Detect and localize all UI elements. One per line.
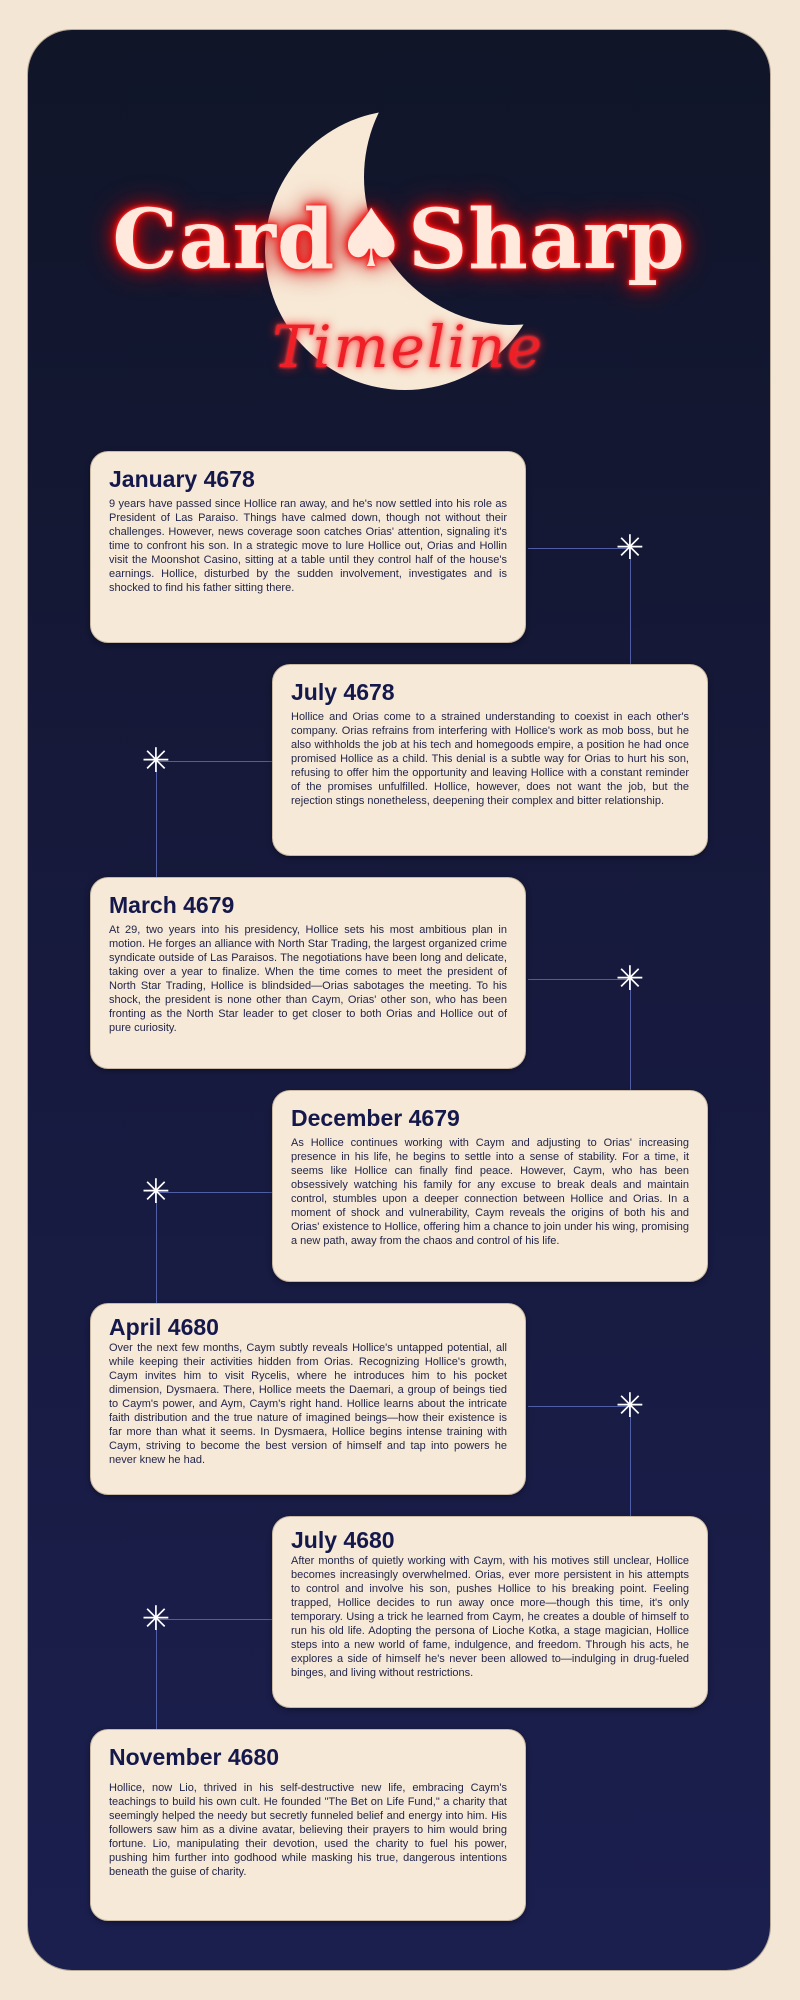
connector-line	[156, 761, 272, 762]
event-date: March 4679	[109, 892, 235, 918]
title-word-sharp: Sharp	[408, 192, 686, 288]
event-description: After months of quietly working with Caym, with his motives still unclear, Hollice becomes increasingly overwhelmed. Orias, ever more persistent in his attempts to control and involve his son, pushes Hollice to his breaking point. Feeling trapped, Hollice decides to run away once more—though this time, it's only temporary. Using a trick he learned from Caym, he creates a double of himself to run his old life. Adopting the persona of Lioche Kotka, a stage magician, Hollice steps into a new world of fame, indulgence, and freedom. Through his acts, he explores a side of himself he's never been allowed to—indulging in drug-fueled binges, and living without restrictions.	[291, 1555, 689, 1680]
star-icon: ✳	[615, 1386, 645, 1426]
timeline-card	[272, 664, 708, 856]
event-date: January 4678	[109, 466, 255, 492]
timeline-card	[272, 1090, 708, 1282]
timeline-card	[90, 1303, 526, 1495]
event-description: Over the next few months, Caym subtly reveals Hollice's untapped potential, all while keeping their activities hidden from Orias. Recognizing Hollice's growth, Caym invites him to visit Rycelis, where he introduces him to his pocket dimension, Dysmaera. There, Hollice meets the Daemari, a group of beings tied to Caym's power, and Aym, Caym's right hand. Hollice learns about the intricate faith distribution and the true nature of imagined beings—how their existence is far more than what it seems. In Dysmaera, Hollice begins intense training with Caym, striving to become the best version of himself and tap into powers he never knew he had.	[109, 1342, 507, 1467]
event-description: At 29, two years into his presidency, Hollice sets his most ambitious plan in motion. He forges an alliance with North Star Trading, the largest organized crime syndicate outside of Las Paraisos. The negotiations have been long and delicate, taking over a year to finalize. When the time comes to meet the president of North Star Trading, Hollice is blindsided—Orias sabotages the meeting. To his shock, the president is none other than Caym, Orias' other son, who has been fronting as the North Star leader to get closer to both Orias and Hollice out of pure curiosity.	[109, 924, 507, 1035]
event-description: As Hollice continues working with Caym and adjusting to Orias' increasing presence in his life, he begins to settle into a sense of stability. For a time, it seems like Hollice can finally find peace. However, Caym, who has been obsessively watching his family for any excuse to break deals and maintain control, stumbles upon a deeper connection between Hollice and Orias. In a moment of shock and vulnerability, Caym reveals the origins of both his and Orias' existence to Hollice, offering him a chance to join under his wing, promising a new path, away from the chaos and control of his life.	[291, 1137, 689, 1248]
event-date: April 4680	[109, 1314, 219, 1340]
star-icon: ✳	[141, 741, 171, 781]
event-date: July 4680	[291, 1527, 395, 1553]
event-date: December 4679	[291, 1105, 460, 1131]
timeline-card	[90, 451, 526, 643]
timeline-page	[28, 30, 770, 1970]
event-date: July 4678	[291, 679, 395, 705]
connector-line	[156, 1619, 272, 1620]
event-description: Hollice and Orias come to a strained understanding to coexist in each other's company. Orias refrains from interfering with Hollice's work as mob boss, but he also withholds the job at his tech and homegoods empire, a position he had once promised Hollice as a child. This denial is a subtle way for Orias to hurt his son, refusing to offer him the opportunity and leaving Hollice with a constant reminder of the promises unfulfilled. Hollice, however, does not want the job, but the rejection stings nonetheless, deepening their complex and bitter relationship.	[291, 711, 689, 808]
star-icon: ✳	[615, 959, 645, 999]
timeline-card	[90, 1729, 526, 1921]
page-title	[28, 191, 770, 288]
title-word-card: Card	[112, 192, 336, 288]
timeline-card	[90, 877, 526, 1069]
page-subtitle: Timeline	[272, 313, 544, 381]
event-description: 9 years have passed since Hollice ran away, and he's now settled into his role as President of Las Paraiso. Things have calmed down, though not without their challenges. However, news coverage soon catches Orias' attention, signaling it's time to confront his son. In a strategic move to lure Hollice out, Orias and Hollin visit the Moonshot Casino, sitting at a table until they control half of the house's earnings. Hollice, disturbed by the sudden involvement, investigates and is shocked to find his father sitting there.	[109, 498, 507, 595]
connector-line	[156, 1192, 272, 1193]
star-icon: ✳	[141, 1172, 171, 1212]
event-description: Hollice, now Lio, thrived in his self-destructive new life, embracing Caym's teachings to build his own cult. He founded "The Bet on Life Fund," a charity that seemingly helped the needy but secretly funneled belief and energy into him. His followers saw him as a divine avatar, believing their prayers to him would bring fortune. Lio, manipulating their devotion, used the charity to fuel his power, pushing him further into godhood while masking his true, dangerous intentions beneath the guise of charity.	[109, 1782, 507, 1879]
star-icon: ✳	[615, 528, 645, 568]
event-date: November 4680	[109, 1744, 280, 1770]
spade-icon: ♠	[335, 191, 409, 285]
star-icon: ✳	[141, 1599, 171, 1639]
timeline-card	[272, 1516, 708, 1708]
